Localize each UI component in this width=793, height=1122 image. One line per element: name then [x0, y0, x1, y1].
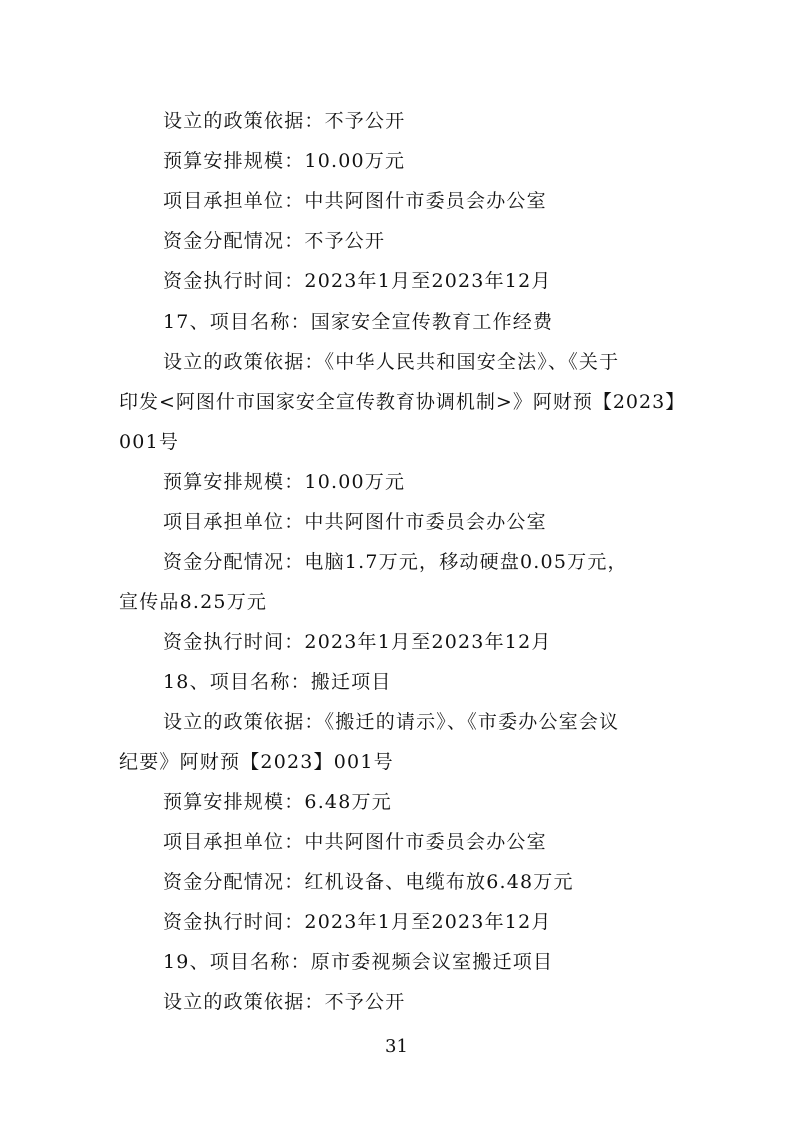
policy-basis-line: 设立的政策依据：不予公开 [163, 110, 406, 132]
project-17-budget-scale: 预算安排规模：10.00万元 [163, 471, 406, 493]
project-18-execution-time: 资金执行时间：2023年1月至2023年12月 [163, 911, 552, 933]
project-18-policy-basis-line-1: 设立的政策依据：《搬迁的请示》、《市委办公室会议 [163, 711, 620, 733]
project-17-fund-allocation-line-1: 资金分配情况：电脑1.7万元，移动硬盘0.05万元， [163, 551, 628, 573]
project-18-fund-allocation: 资金分配情况：红机设备、电缆布放6.48万元 [163, 871, 574, 893]
execution-time-line: 资金执行时间：2023年1月至2023年12月 [163, 270, 552, 292]
project-17-policy-basis-line-2: 印发<阿图什市国家安全宣传教育协调机制>》阿财预【2023】 [119, 391, 686, 413]
project-18-policy-basis-line-2: 纪要》阿财预【2023】001号 [119, 751, 394, 773]
project-17-fund-allocation-line-2: 宣传品8.25万元 [119, 591, 268, 613]
project-18-budget-scale: 预算安排规模：6.48万元 [163, 791, 392, 813]
project-18-title: 18、项目名称：搬迁项目 [163, 671, 392, 693]
project-17-title: 17、项目名称：国家安全宣传教育工作经费 [163, 311, 554, 333]
project-18-responsible-unit: 项目承担单位：中共阿图什市委员会办公室 [163, 831, 547, 853]
project-19-title: 19、项目名称：原市委视频会议室搬迁项目 [163, 951, 554, 973]
project-17-policy-basis-line-3: 001号 [119, 431, 180, 453]
project-17-policy-basis-line-1: 设立的政策依据：《中华人民共和国安全法》、《关于 [163, 351, 620, 373]
project-17-execution-time: 资金执行时间：2023年1月至2023年12月 [163, 631, 552, 653]
fund-allocation-line: 资金分配情况：不予公开 [163, 230, 386, 252]
responsible-unit-line: 项目承担单位：中共阿图什市委员会办公室 [163, 190, 547, 212]
project-17-responsible-unit: 项目承担单位：中共阿图什市委员会办公室 [163, 511, 547, 533]
project-19-policy-basis: 设立的政策依据：不予公开 [163, 991, 406, 1013]
budget-scale-line: 预算安排规模：10.00万元 [163, 150, 406, 172]
page-number: 31 [385, 1036, 408, 1057]
